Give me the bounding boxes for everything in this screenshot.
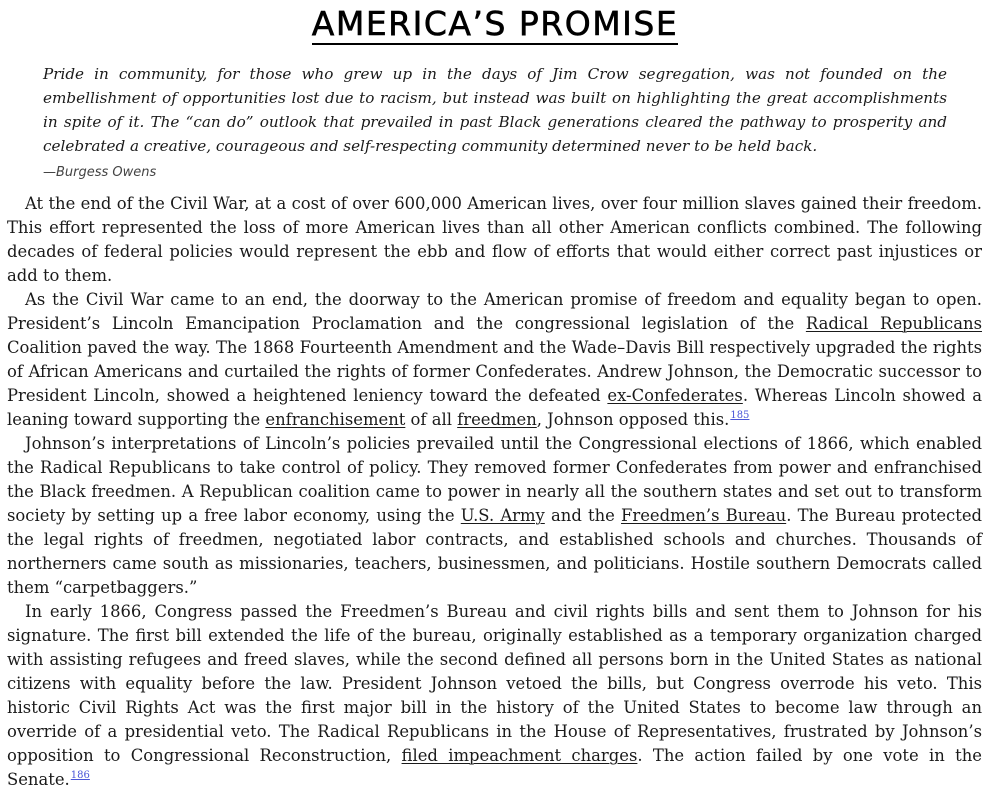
paragraph: As the Civil War came to an end, the doorway to the American promise of freedom and equality began to open. President’s Lincoln Emancipation Proclamation and the congressional legislation of the Radical Republicans Coalition paved the way. The 1868 Fourteenth Amendment and the Wade–Davis Bill respectively upgraded the rights of African Americans and curtailed the rights of former Confederates. Andrew Johnson, the Democratic successor to President Lincoln, showed a heightened leniency toward the defeated ex-Confederates. Whereas Lincoln showed a leaning toward supporting the enfranchisement of all freedmen, Johnson opposed this.$^{185}$: [7, 290, 982, 429]
paragraph: At the end of the Civil War, at a cost of over 600,000 American lives, over four million slaves gained their freedom. This effort represented the loss of more American lives than all other American conflicts combined. The following decades of federal policies would represent the ebb and flow of efforts that would either correct past injustices or add to them.: [7, 194, 982, 285]
inline-link-filed-impeachment-charges[interactable]: filed impeachment charges: [401, 746, 638, 765]
inline-link-freedmen[interactable]: freedmen: [457, 410, 537, 429]
inline-link-freedmen-s-bureau[interactable]: Freedmen’s Bureau: [621, 506, 787, 525]
inline-link-enfranchisement[interactable]: enfranchisement: [265, 410, 406, 429]
page-title: [0, 4, 990, 44]
inline-link-radical-republicans[interactable]: Radical Republicans: [805, 314, 982, 333]
inline-link-u-s-army[interactable]: U.S. Army: [460, 506, 545, 525]
inline-link-ex-confederates[interactable]: ex-Confederates: [607, 386, 743, 405]
footnote-link-185[interactable]: 185: [730, 410, 750, 421]
body-text: [7, 192, 982, 792]
paragraph: In early 1866, Congress passed the Freedmen’s Bureau and civil rights bills and sent them to Johnson for his signature. The first bill extended the life of the bureau, originally established as a temporary organization charged with assisting refugees and freed slaves, while the second defined all persons born in the United States as national citizens with equality before the law. President Johnson vetoed the bills, but Congress overrode his veto. This historic Civil Rights Act was the first major bill in the history of the United States to become law through an override of a presidential veto. The Radical Republicans in the House of Representatives, frustrated by Johnson’s opposition to Congressional Reconstruction, filed impeachment charges. The action failed by one vote in the Senate.$^{186}$: [7, 602, 982, 789]
page-title-text: AMERICA’S PROMISE: [311, 4, 679, 43]
epigraph-attribution: —Burgess Owens: [43, 165, 157, 180]
footnote-link-186[interactable]: 186: [70, 770, 90, 781]
epigraph-quote: Pride in community, for those who grew up in the days of Jim Crow segregation, was not founded on the embellishment of opportunities lost due to racism, but instead was built on highlighting the great accomplishments in spite of it. The “can do” outlook that prevailed in past Black generations cleared the pathway to prosperity and celebrated a creative, courageous and self-respecting community determined never to be held back.: [43, 65, 947, 155]
paragraph: Johnson’s interpretations of Lincoln’s policies prevailed until the Congressional elections of 1866, which enabled the Radical Republicans to take control of policy. They removed former Confederates from power and enfranchised the Black freedmen. A Republican coalition came to power in nearly all the southern states and set out to transform society by setting up a free labor economy, using the U.S. Army and the Freedmen’s Bureau. The Bureau protected the legal rights of freedmen, negotiated labor contracts, and established schools and churches. Thousands of northerners came south as missionaries, teachers, businessmen, and politicians. Hostile southern Democrats called them “carpetbaggers.”: [7, 434, 983, 597]
